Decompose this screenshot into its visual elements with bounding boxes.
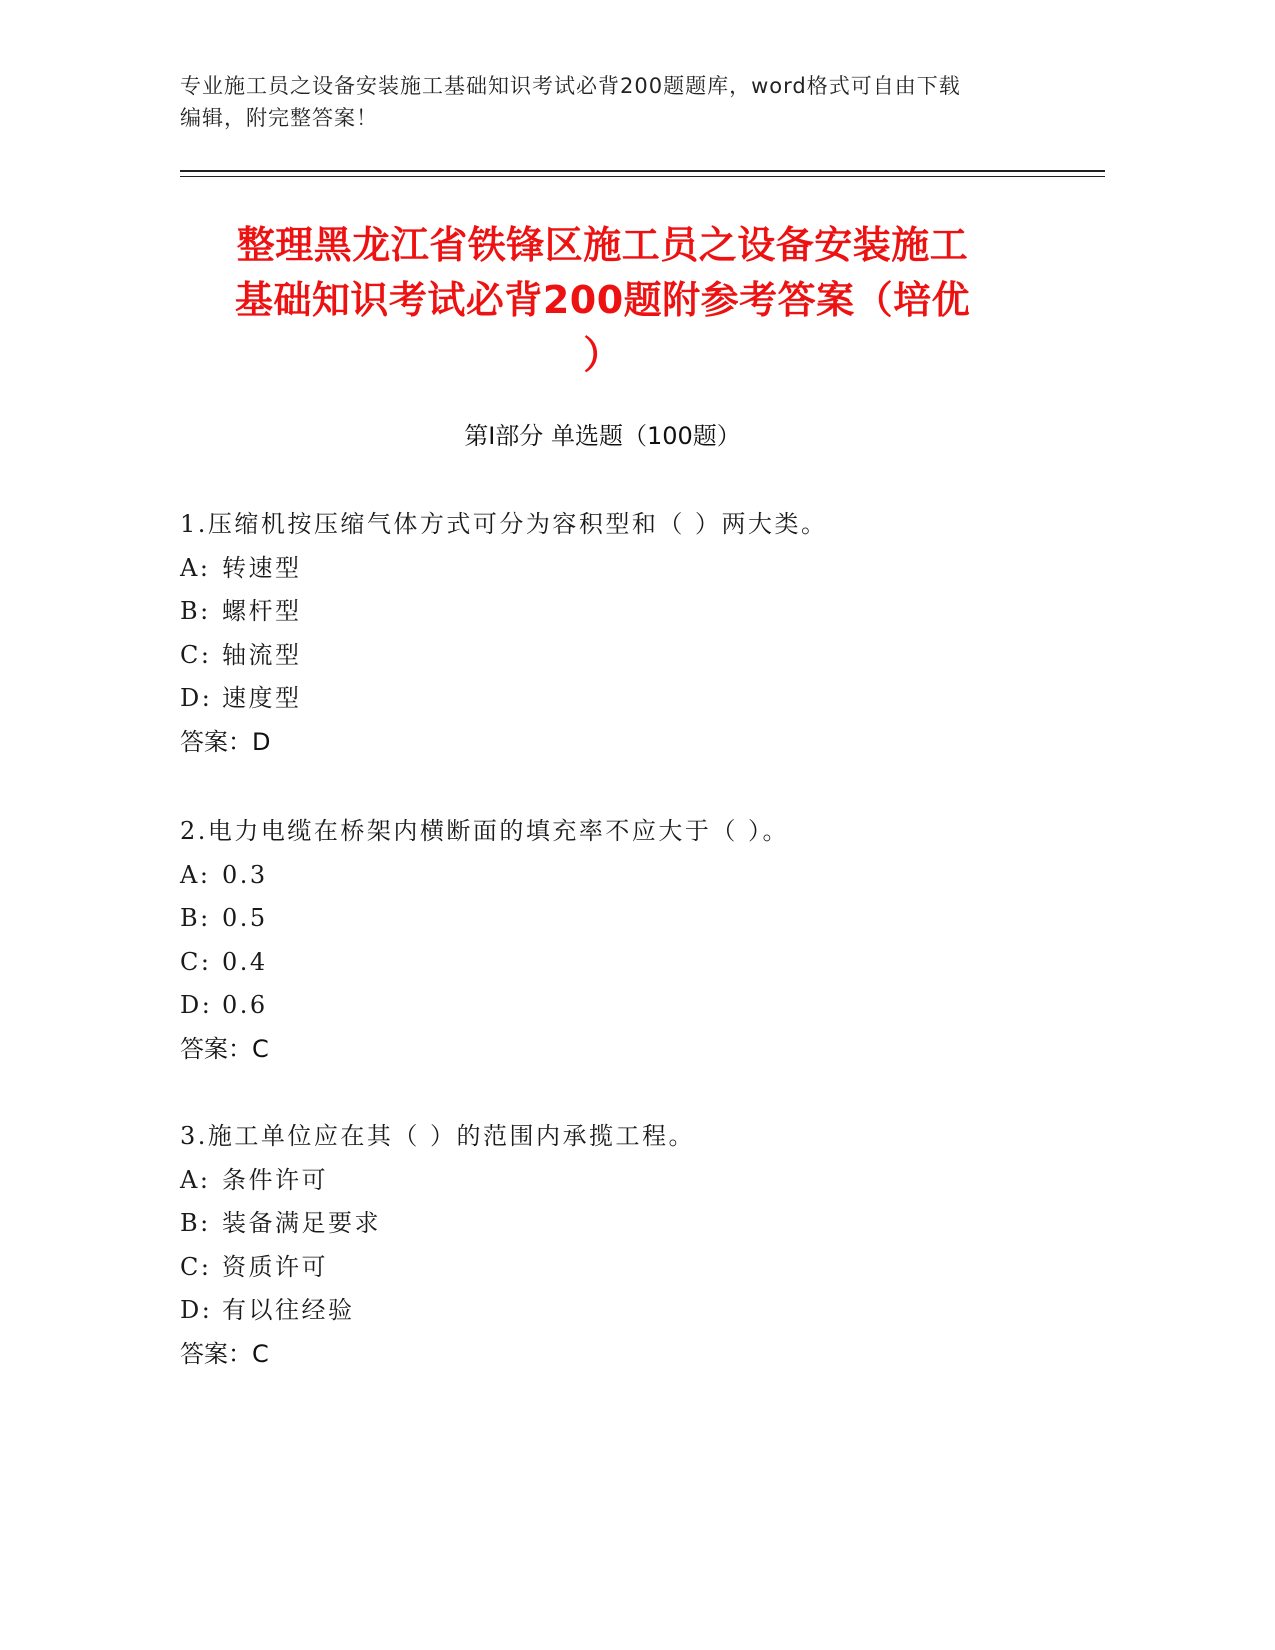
option-text: 0.4 — [222, 947, 268, 976]
answer-line: 答案：C — [180, 1339, 269, 1368]
question-stem: 2.电力电缆在桥架内横断面的填充率不应大于（ ）。 — [180, 817, 790, 845]
document-title-line-3: ） — [583, 333, 622, 377]
option-letter: B: — [180, 1209, 211, 1237]
option-d — [180, 677, 1080, 721]
option-d — [180, 1289, 1080, 1333]
header-note-line-2: 编辑，附完整答案！ — [180, 106, 378, 130]
option-text: 条件许可 — [222, 1165, 328, 1194]
option-c — [180, 634, 1080, 678]
answer-line: 答案：C — [180, 1034, 269, 1063]
option-text: 资质许可 — [222, 1252, 328, 1281]
answer-line: 答案：D — [180, 727, 271, 756]
option-text: 轴流型 — [222, 640, 302, 669]
option-letter: B: — [180, 904, 211, 932]
option-letter: D: — [180, 991, 213, 1019]
option-letter: A: — [180, 1165, 211, 1194]
option-letter: A: — [180, 553, 211, 582]
option-text: 螺杆型 — [222, 597, 302, 625]
question-stem: 1.压缩机按压缩气体方式可分为容积型和（ ）两大类。 — [180, 510, 828, 538]
option-letter: B: — [180, 597, 211, 625]
option-text: 有以往经验 — [222, 1296, 355, 1324]
option-d — [180, 984, 1080, 1028]
document-title — [180, 218, 1025, 383]
option-letter: C: — [180, 640, 212, 669]
question-3 — [180, 1115, 1080, 1376]
question-1 — [180, 503, 1080, 764]
option-letter: A: — [180, 860, 211, 889]
section-heading: 第I部分 单选题（100题） — [464, 422, 741, 450]
header-rule-thin — [180, 176, 1105, 177]
document-title-line-2: 基础知识考试必背200题附参考答案（培优 — [234, 278, 971, 322]
header-note — [180, 70, 1100, 134]
header-rule-thick — [180, 170, 1105, 172]
header-note-line-1: 专业施工员之设备安装施工基础知识考试必背200题题库，word格式可自由下载 — [180, 74, 961, 98]
option-c — [180, 1246, 1080, 1290]
option-text: 0.3 — [222, 860, 268, 889]
option-text: 速度型 — [222, 684, 302, 712]
option-letter: C: — [180, 1252, 212, 1281]
option-text: 转速型 — [222, 553, 302, 582]
option-b — [180, 897, 1080, 941]
option-text: 装备满足要求 — [222, 1209, 381, 1237]
option-a — [180, 854, 1080, 898]
document-title-line-1: 整理黑龙江省铁锋区施工员之设备安装施工 — [236, 223, 969, 267]
option-a — [180, 547, 1080, 591]
option-a — [180, 1159, 1080, 1203]
option-text: 0.6 — [222, 991, 268, 1019]
option-letter: D: — [180, 684, 213, 712]
option-text: 0.5 — [222, 904, 268, 932]
option-b — [180, 1202, 1080, 1246]
option-letter: C: — [180, 947, 212, 976]
question-stem: 3.施工单位应在其（ ）的范围内承揽工程。 — [180, 1122, 696, 1150]
option-c — [180, 941, 1080, 985]
question-2 — [180, 810, 1080, 1071]
option-letter: D: — [180, 1296, 213, 1324]
option-b — [180, 590, 1080, 634]
